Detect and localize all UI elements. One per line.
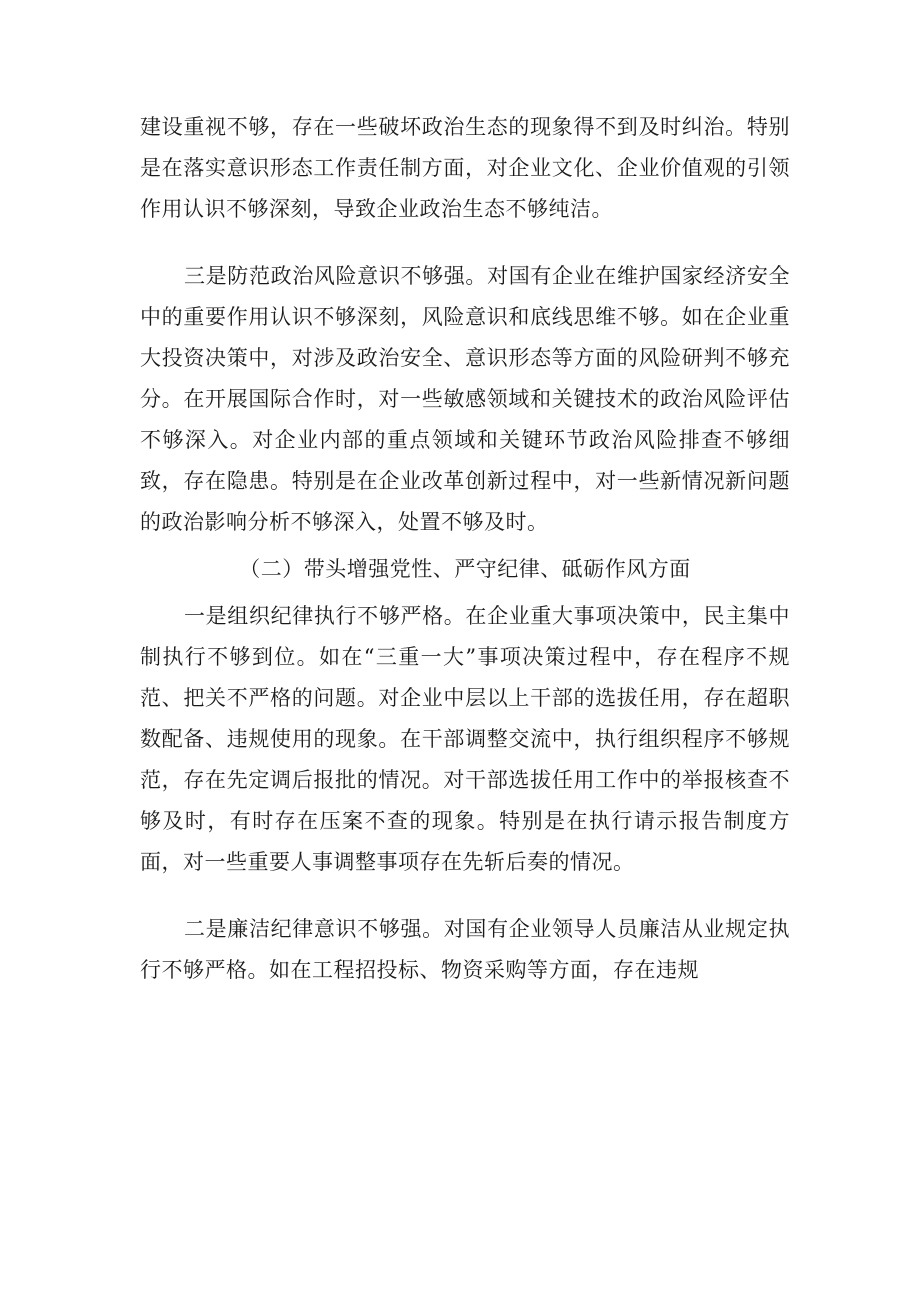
- paragraph-organizational-discipline: 一是组织纪律执行不够严格。在企业重大事项决策中，民主集中制执行不够到位。如在“三重一大”事项决策过程中，存在程序不规范、把关不严格的问题。对企业中层以上干部的选拔任用，存在超职数配备、违规使用的现象。在干部调整交流中，执行组织程序不够规范，存在先定调后报批的情况。对干部选拔任用工作中的举报核查不够及时，有时存在压案不查的现象。特别是在执行请示报告制度方面，对一些重要人事调整事项存在先斩后奏的情况。: [140, 604, 790, 874]
- document-body: [140, 107, 790, 991]
- paragraph-continuation: 建设重视不够，存在一些破坏政治生态的现象得不到及时纠治。特别是在落实意识形态工作责任制方面，对企业文化、企业价值观的引领作用认识不够深刻，导致企业政治生态不够纯洁。: [140, 115, 790, 221]
- section-heading: （二）带头增强党性、严守纪律、砥砺作风方面: [239, 557, 691, 581]
- paragraph-integrity-discipline: 二是廉洁纪律意识不够强。对国有企业领导人员廉洁从业规定执行不够严格。如在工程招投标、物资采购等方面，存在违规: [140, 917, 790, 982]
- paragraph-political-risk: 三是防范政治风险意识不够强。对国有企业在维护国家经济安全中的重要作用认识不够深刻，风险意识和底线思维不够。如在企业重大投资决策中，对涉及政治安全、意识形态等方面的风险研判不够充分。在开展国际合作时，对一些敏感领域和关键技术的政治风险评估不够深入。对企业内部的重点领域和关键环节政治风险排查不够细致，存在隐患。特别是在企业改革创新过程中，对一些新情况新问题的政治影响分析不够深入，处置不够及时。: [140, 264, 790, 534]
